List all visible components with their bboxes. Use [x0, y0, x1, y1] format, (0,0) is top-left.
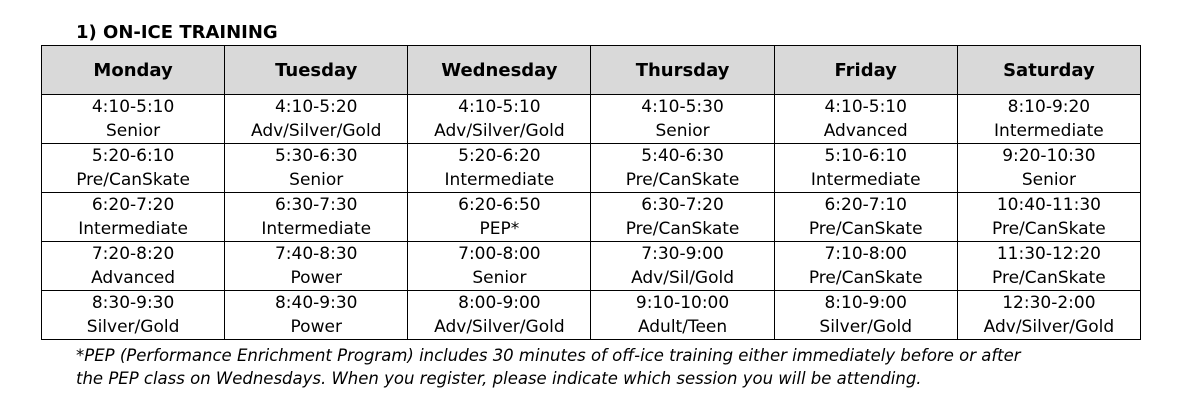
- session-level: Senior: [472, 268, 527, 288]
- session-time: 6:20-7:10: [824, 195, 907, 215]
- training-schedule-table: [41, 45, 1141, 340]
- session-time: 6:30-7:20: [641, 195, 724, 215]
- schedule-cell: [774, 242, 957, 291]
- schedule-cell: [42, 291, 225, 340]
- table-row: [42, 291, 1141, 340]
- session-level: Intermediate: [810, 170, 921, 190]
- session-level: Silver/Gold: [86, 317, 180, 337]
- session-time: 7:40-8:30: [274, 244, 358, 264]
- footnote-line: the PEP class on Wednesdays. When you register, please indicate which session you will be attending.: [76, 369, 922, 388]
- session-level: Senior: [106, 121, 161, 141]
- session-time: 5:30-6:30: [274, 146, 358, 166]
- session-time: 7:30-9:00: [641, 244, 724, 264]
- session-level: Advanced: [823, 121, 908, 141]
- schedule-cell: [591, 193, 774, 242]
- schedule-cell: [591, 291, 774, 340]
- day-header-wednesday: Wednesday: [408, 46, 591, 95]
- session-time: 8:40-9:30: [274, 293, 358, 313]
- table-header-row: [42, 46, 1141, 95]
- schedule-cell: [225, 95, 408, 144]
- schedule-cell: [42, 144, 225, 193]
- table-row: [42, 193, 1141, 242]
- session-time: 5:20-6:20: [458, 146, 541, 166]
- session-level: Power: [290, 268, 342, 288]
- session-level: Intermediate: [444, 170, 555, 190]
- schedule-cell: [42, 193, 225, 242]
- session-level: Intermediate: [78, 219, 188, 239]
- schedule-cell: [225, 291, 408, 340]
- session-level: Silver/Gold: [819, 317, 912, 337]
- schedule-cell: [774, 95, 957, 144]
- session-time: 8:00-9:00: [458, 293, 541, 313]
- schedule-cell: [42, 95, 225, 144]
- session-time: 5:10-6:10: [824, 146, 907, 166]
- table-row: [42, 95, 1141, 144]
- session-level: Adv/Silver/Gold: [983, 317, 1115, 337]
- session-time: 12:30-2:00: [1002, 293, 1096, 313]
- session-time: 6:20-7:20: [91, 195, 175, 215]
- session-time: 7:10-8:00: [824, 244, 907, 264]
- schedule-cell: [591, 144, 774, 193]
- schedule-cell: [774, 144, 957, 193]
- session-time: 5:40-6:30: [641, 146, 724, 166]
- session-level: Adv/Silver/Gold: [434, 121, 565, 141]
- table-row: [42, 144, 1141, 193]
- schedule-cell: [408, 144, 591, 193]
- session-time: 9:10-10:00: [635, 293, 730, 313]
- session-time: 6:30-7:30: [274, 195, 358, 215]
- footnote-line: *PEP (Performance Enrichment Program) includes 30 minutes of off-ice training either immediately before or after: [76, 346, 1021, 365]
- session-time: 6:20-6:50: [458, 195, 541, 215]
- session-level: Adv/Silver/Gold: [250, 121, 382, 141]
- session-time: 4:10-5:30: [641, 97, 724, 117]
- session-level: Intermediate: [261, 219, 372, 239]
- day-header-tuesday: Tuesday: [225, 46, 408, 95]
- session-level: Adult/Teen: [637, 317, 728, 337]
- schedule-cell: [957, 95, 1140, 144]
- schedule-cell: [957, 193, 1140, 242]
- session-level: PEP*: [479, 219, 520, 239]
- schedule-cell: [957, 242, 1140, 291]
- session-time: 8:10-9:20: [1007, 97, 1091, 117]
- schedule-cell: [42, 242, 225, 291]
- schedule-cell: [591, 95, 774, 144]
- session-level: Pre/CanSkate: [76, 170, 190, 190]
- session-time: 8:30-9:30: [91, 293, 175, 313]
- schedule-cell: [774, 193, 957, 242]
- day-header-saturday: Saturday: [957, 46, 1140, 95]
- session-level: Power: [290, 317, 342, 337]
- day-header-monday: Monday: [42, 46, 225, 95]
- schedule-cell: [408, 193, 591, 242]
- day-header-thursday: Thursday: [591, 46, 774, 95]
- session-level: Adv/Silver/Gold: [434, 317, 565, 337]
- session-level: Pre/CanSkate: [808, 219, 923, 239]
- session-level: Senior: [1021, 170, 1076, 190]
- session-level: Intermediate: [994, 121, 1104, 141]
- schedule-cell: [408, 291, 591, 340]
- day-header-friday: Friday: [774, 46, 957, 95]
- session-level: Senior: [655, 121, 710, 141]
- session-level: Pre/CanSkate: [808, 268, 923, 288]
- session-time: 4:10-5:10: [824, 97, 907, 117]
- session-level: Pre/CanSkate: [625, 170, 740, 190]
- session-level: Senior: [289, 170, 344, 190]
- schedule-cell: [408, 95, 591, 144]
- session-level: Pre/CanSkate: [992, 219, 1106, 239]
- schedule-cell: [225, 144, 408, 193]
- session-level: Pre/CanSkate: [625, 219, 740, 239]
- schedule-cell: [591, 242, 774, 291]
- session-time: 11:30-12:20: [996, 244, 1101, 264]
- session-time: 4:10-5:10: [458, 97, 541, 117]
- section-heading: 1) ON-ICE TRAINING: [76, 22, 278, 43]
- pep-footnote: [76, 344, 1136, 390]
- session-level: Adv/Sil/Gold: [631, 268, 735, 288]
- session-time: 5:20-6:10: [91, 146, 175, 166]
- session-level: Advanced: [91, 268, 176, 288]
- schedule-cell: [774, 291, 957, 340]
- table-body: [42, 95, 1141, 340]
- session-time: 4:10-5:20: [274, 97, 358, 117]
- table-row: [42, 242, 1141, 291]
- schedule-cell: [957, 144, 1140, 193]
- session-time: 7:00-8:00: [458, 244, 541, 264]
- schedule-cell: [408, 242, 591, 291]
- schedule-cell: [957, 291, 1140, 340]
- session-time: 8:10-9:00: [824, 293, 907, 313]
- schedule-cell: [225, 242, 408, 291]
- session-time: 9:20-10:30: [1002, 146, 1096, 166]
- session-time: 10:40-11:30: [996, 195, 1101, 215]
- session-level: Pre/CanSkate: [992, 268, 1106, 288]
- session-time: 7:20-8:20: [91, 244, 175, 264]
- schedule-cell: [225, 193, 408, 242]
- session-time: 4:10-5:10: [91, 97, 175, 117]
